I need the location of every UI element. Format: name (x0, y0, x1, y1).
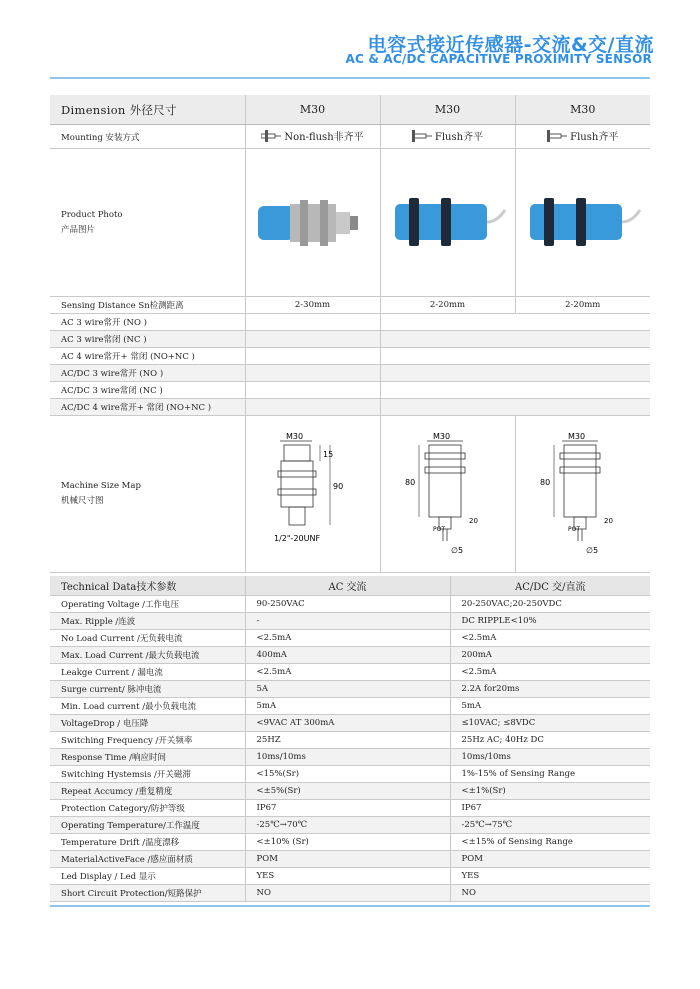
tech-row (50, 749, 650, 766)
tech-row-label: Max. Ripple /连波 (50, 613, 245, 630)
tech-row (50, 715, 650, 732)
sensing-label: Sensing Distance Sn检测距离 (50, 297, 245, 314)
dim-pot: POT (432, 525, 445, 533)
tech-row (50, 681, 650, 698)
photo-label-cn: 产品图片 (61, 224, 96, 235)
tech-row (50, 834, 650, 851)
size-map-non-flush (248, 423, 378, 563)
model-3: M30 (515, 95, 650, 125)
size-map-flush-1 (383, 423, 513, 563)
tech-row (50, 868, 650, 885)
tech-row-label: MaterialActiveFace /感应面材质 (50, 851, 245, 868)
tech-row-label: Operating Voltage /工作电压 (50, 596, 245, 613)
tech-row-label: Led Display / Led 显示 (50, 868, 245, 885)
wiring-label: AC 3 wire常开 (NO ) (50, 314, 245, 331)
tech-row-label: Repeat Accumcy /重复精度 (50, 783, 245, 800)
tech-row (50, 851, 650, 868)
tech-row-ac: <15%(Sr) (245, 766, 450, 783)
mounting-3: Flush齐平 (570, 132, 619, 144)
tech-row-ac: <2.5mA (245, 664, 450, 681)
tech-row-acdc: -25℃→75℃ (450, 817, 650, 834)
sensing-2: 2-20mm (380, 297, 515, 314)
tech-row-label: Switching Hystemsis /开关磁滞 (50, 766, 245, 783)
dim-m30: M30 (285, 431, 303, 441)
tech-row-label: Min. Load current /最小负载电流 (50, 698, 245, 715)
wiring-row (50, 314, 650, 331)
tech-row-ac: 90-250VAC (245, 596, 450, 613)
size-map-flush-2 (518, 423, 648, 563)
wiring-row (50, 331, 650, 348)
tech-row-ac: 5A (245, 681, 450, 698)
dim-15: 15 (322, 449, 333, 459)
dim-m30: M30 (567, 431, 585, 441)
tech-row (50, 766, 650, 783)
tech-row-acdc: NO (450, 885, 650, 902)
tech-row-label: Temperature Drift /温度漂移 (50, 834, 245, 851)
dim-80: 80 (539, 477, 550, 487)
tech-row-acdc: DC RIPPLE<10% (450, 613, 650, 630)
dim-90: 90 (332, 481, 343, 491)
header-title-cn: 电容式接近传感器-交流&交/直流 (367, 34, 654, 56)
mounting-row (50, 125, 650, 149)
tech-col-acdc: AC/DC 交/直流 (450, 576, 650, 596)
tech-row-ac: <±10% (Sr) (245, 834, 450, 851)
wiring-row (50, 382, 650, 399)
tech-row-acdc: 200mA (450, 647, 650, 664)
tech-row-ac: NO (245, 885, 450, 902)
spec-table (50, 95, 650, 573)
tech-row-acdc: ≤10VAC; ≤8VDC (450, 715, 650, 732)
dim-m30: M30 (432, 431, 450, 441)
tech-col-ac: AC 交流 (245, 576, 450, 596)
size-map-row (50, 416, 650, 573)
tech-row-label: Response Time /响应时间 (50, 749, 245, 766)
tech-row-label: Max. Load Current /最大负载电流 (50, 647, 245, 664)
tech-row-ac: 400mA (245, 647, 450, 664)
tech-row-ac: <9VAC AT 300mA (245, 715, 450, 732)
dim-20: 20 (603, 516, 613, 525)
tech-header-row (50, 576, 650, 596)
tech-row-label: Operating Temperature/工作温度 (50, 817, 245, 834)
model-1: M30 (245, 95, 380, 125)
wiring-label: AC 4 wire常开+ 常闭 (NO+NC ) (50, 348, 245, 365)
mounting-label: Mounting 安装方式 (50, 125, 245, 149)
tech-row-ac: POM (245, 851, 450, 868)
wiring-label: AC/DC 3 wire常闭 (NC ) (50, 382, 245, 399)
tech-row (50, 698, 650, 715)
tech-row (50, 800, 650, 817)
mounting-1: Non-flush非齐平 (284, 132, 364, 144)
mounting-2: Flush齐平 (434, 132, 484, 144)
dimension-row (50, 95, 650, 125)
photo-label-en: Product Photo (61, 209, 123, 220)
tech-row (50, 613, 650, 630)
tech-row-ac: IP67 (245, 800, 450, 817)
dim-phi5: ∅5 (450, 545, 463, 555)
tech-row-ac: 10ms/10ms (245, 749, 450, 766)
dim-phi5: ∅5 (585, 545, 598, 555)
tech-row (50, 783, 650, 800)
tech-row (50, 647, 650, 664)
tech-row (50, 885, 650, 902)
tech-row-ac: <2.5mA (245, 630, 450, 647)
sensing-row (50, 297, 650, 314)
tech-row-label: Short Circuit Protection/短路保护 (50, 885, 245, 902)
tech-row-label: Surge current/ 脉冲电流 (50, 681, 245, 698)
tech-row-ac: 5mA (245, 698, 450, 715)
flush-mount-icon (412, 130, 432, 142)
header-title-en: AC & AC/DC CAPACITIVE PROXIMITY SENSOR (345, 52, 652, 66)
tech-row-ac: 25HZ (245, 732, 450, 749)
tech-row-ac: - (245, 613, 450, 630)
map-label-cn: 机械尺寸图 (61, 496, 104, 506)
dimension-label: Dimension 外径尺寸 (50, 95, 245, 125)
tech-row-acdc: IP67 (450, 800, 650, 817)
product-photo-non-flush (250, 188, 375, 258)
flush-mount-icon (547, 130, 567, 142)
wiring-label: AC/DC 4 wire常开+ 常闭 (NO+NC ) (50, 399, 245, 416)
tech-row-ac: <±5%(Sr) (245, 783, 450, 800)
photo-row (50, 149, 650, 297)
tech-row-acdc: 2.2A for20ms (450, 681, 650, 698)
wiring-label: AC 3 wire常闭 (NC ) (50, 331, 245, 348)
dim-pot: POT (567, 525, 580, 533)
sensing-1: 2-30mm (245, 297, 380, 314)
tech-row-acdc: <2.5mA (450, 664, 650, 681)
wiring-row (50, 365, 650, 382)
tech-title: Technical Data技术参数 (50, 576, 245, 596)
wiring-row (50, 348, 650, 365)
tech-table (50, 576, 650, 902)
tech-row-label: Leakge Current / 漏电流 (50, 664, 245, 681)
tech-row-acdc: 5mA (450, 698, 650, 715)
tech-row-acdc: <2.5mA (450, 630, 650, 647)
model-2: M30 (380, 95, 515, 125)
tech-row-acdc: YES (450, 868, 650, 885)
tech-row (50, 817, 650, 834)
tech-row-label: Protection Category/防护等级 (50, 800, 245, 817)
footer-rule (50, 905, 650, 907)
tech-row-acdc: 25Hz AC; 40Hz DC (450, 732, 650, 749)
dim-80: 80 (404, 477, 415, 487)
sensing-3: 2-20mm (515, 297, 650, 314)
tech-row-ac: -25℃→70℃ (245, 817, 450, 834)
wiring-row (50, 399, 650, 416)
tech-row-label: VoltageDrop / 电压降 (50, 715, 245, 732)
dim-20: 20 (468, 516, 478, 525)
product-photo-flush-2 (520, 188, 645, 258)
tech-row-label: Switching Frequency /开关频率 (50, 732, 245, 749)
map-label-en: Machine Size Map (61, 481, 141, 491)
dim-thread: 1/2"-20UNF (273, 533, 320, 543)
tech-row-acdc: POM (450, 851, 650, 868)
tech-row-label: No Load Current /无负载电流 (50, 630, 245, 647)
tech-row (50, 596, 650, 613)
product-photo-flush-1 (385, 188, 510, 258)
tech-row-acdc: 1%-15% of Sensing Range (450, 766, 650, 783)
tech-row (50, 664, 650, 681)
tech-row (50, 732, 650, 749)
non-flush-mount-icon (261, 130, 281, 142)
tech-row-acdc: <±1%(Sr) (450, 783, 650, 800)
wiring-label: AC/DC 3 wire常开 (NO ) (50, 365, 245, 382)
tech-row-ac: YES (245, 868, 450, 885)
tech-row-acdc: <±15% of Sensing Range (450, 834, 650, 851)
tech-row-acdc: 20-250VAC;20-250VDC (450, 596, 650, 613)
tech-row (50, 630, 650, 647)
header-rule (50, 77, 650, 79)
tech-row-acdc: 10ms/10ms (450, 749, 650, 766)
